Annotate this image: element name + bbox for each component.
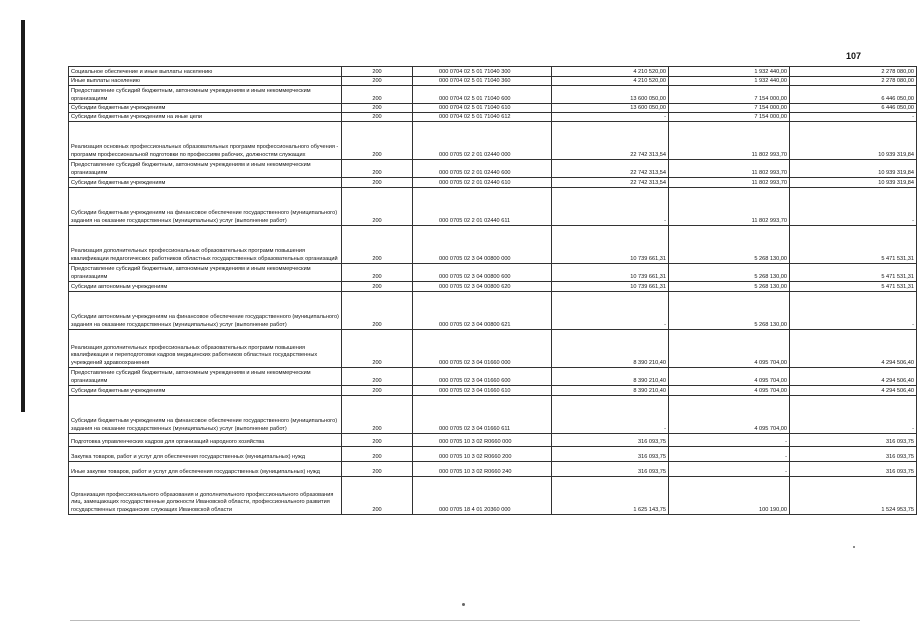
row-value-3-cell: 6 446 050,00: [790, 104, 917, 113]
row-value-1-cell: 10 739 661,31: [552, 282, 669, 292]
row-value-1-cell: -: [552, 113, 669, 122]
row-kbk-cell: 000 0704 02 5 01 71040 612: [413, 113, 552, 122]
table-row: [69, 282, 917, 292]
row-value-3-cell: 4 294 506,40: [790, 330, 917, 368]
table-row: [69, 113, 917, 122]
row-code-cell: 200: [342, 396, 413, 434]
row-code-cell: 200: [342, 330, 413, 368]
row-value-1-cell: 316 093,75: [552, 447, 669, 462]
table-row: [69, 434, 917, 447]
row-value-1-cell: 13 600 050,00: [552, 86, 669, 104]
row-value-2-cell: 7 154 000,00: [669, 86, 790, 104]
row-name-cell: Подготовка управленческих кадров для организаций народного хозяйства: [69, 434, 342, 447]
row-value-3-cell: 5 471 531,31: [790, 282, 917, 292]
row-value-1-cell: 22 742 313,54: [552, 160, 669, 178]
row-value-1-cell: 10 739 661,31: [552, 226, 669, 264]
budget-table: [68, 66, 917, 515]
row-name-cell: Реализация основных профессиональных образовательных программ профессионального обучения - программ профессиональной подготовки по профессиям рабочих, должностям служащих: [69, 122, 342, 160]
row-kbk-cell: 000 0705 02 3 04 01660 000: [413, 330, 552, 368]
row-value-3-cell: 316 093,75: [790, 447, 917, 462]
row-code-cell: 200: [342, 282, 413, 292]
row-name-cell: Предоставление субсидий бюджетным, автономным учреждениям и иным некоммерческим организациям: [69, 86, 342, 104]
row-value-1-cell: 8 390 210,40: [552, 330, 669, 368]
row-kbk-cell: 000 0705 10 3 02 R0660 000: [413, 434, 552, 447]
row-kbk-cell: 000 0705 02 3 04 00800 600: [413, 264, 552, 282]
row-name-cell: Иные закупки товаров, работ и услуг для обеспечения государственных (муниципальных) нужд: [69, 462, 342, 477]
table-row: [69, 264, 917, 282]
table-row: [69, 292, 917, 330]
row-value-3-cell: 2 278 080,00: [790, 77, 917, 86]
row-kbk-cell: 000 0704 02 5 01 71040 300: [413, 67, 552, 77]
table-row: [69, 447, 917, 462]
row-kbk-cell: 000 0705 10 3 02 R0660 240: [413, 462, 552, 477]
row-value-3-cell: -: [790, 113, 917, 122]
row-kbk-cell: 000 0704 02 5 01 71040 360: [413, 77, 552, 86]
row-value-1-cell: -: [552, 292, 669, 330]
row-value-1-cell: -: [552, 188, 669, 226]
row-name-cell: Субсидии бюджетным учреждениям: [69, 104, 342, 113]
row-value-2-cell: 5 268 130,00: [669, 282, 790, 292]
row-kbk-cell: 000 0705 02 2 01 02440 611: [413, 188, 552, 226]
row-code-cell: 200: [342, 264, 413, 282]
table-row: [69, 122, 917, 160]
row-value-3-cell: -: [790, 292, 917, 330]
row-kbk-cell: 000 0704 02 5 01 71040 610: [413, 104, 552, 113]
row-value-1-cell: -: [552, 396, 669, 434]
row-value-3-cell: 10 939 319,84: [790, 122, 917, 160]
row-name-cell: Субсидии бюджетным учреждениям на иные цели: [69, 113, 342, 122]
row-value-1-cell: 10 739 661,31: [552, 264, 669, 282]
row-value-3-cell: 316 093,75: [790, 434, 917, 447]
row-code-cell: 200: [342, 122, 413, 160]
row-value-1-cell: 4 210 520,00: [552, 77, 669, 86]
row-code-cell: 200: [342, 477, 413, 515]
row-value-2-cell: 11 802 993,70: [669, 178, 790, 188]
row-code-cell: 200: [342, 113, 413, 122]
row-code-cell: 200: [342, 67, 413, 77]
scan-speck: [462, 603, 465, 606]
row-code-cell: 200: [342, 447, 413, 462]
row-kbk-cell: 000 0705 02 2 01 02440 610: [413, 178, 552, 188]
row-value-2-cell: 5 268 130,00: [669, 226, 790, 264]
row-code-cell: 200: [342, 386, 413, 396]
row-code-cell: 200: [342, 188, 413, 226]
row-value-2-cell: 11 802 993,70: [669, 188, 790, 226]
row-kbk-cell: 000 0705 02 2 01 02440 600: [413, 160, 552, 178]
row-name-cell: Реализация дополнительных профессиональных образовательных программ повышения квалификации и переподготовки кадров медицинских работников областных государственных учреждений здравоохранения: [69, 330, 342, 368]
row-value-3-cell: 6 446 050,00: [790, 86, 917, 104]
row-value-2-cell: 4 095 704,00: [669, 386, 790, 396]
row-code-cell: 200: [342, 160, 413, 178]
row-code-cell: 200: [342, 462, 413, 477]
row-value-3-cell: 5 471 531,31: [790, 264, 917, 282]
row-code-cell: 200: [342, 178, 413, 188]
row-value-3-cell: 316 093,75: [790, 462, 917, 477]
row-code-cell: 200: [342, 104, 413, 113]
row-value-1-cell: 4 210 520,00: [552, 67, 669, 77]
row-value-2-cell: 4 095 704,00: [669, 368, 790, 386]
row-value-1-cell: 316 093,75: [552, 462, 669, 477]
row-value-3-cell: 10 939 319,84: [790, 178, 917, 188]
row-value-2-cell: 100 190,00: [669, 477, 790, 515]
row-value-3-cell: 1 524 953,75: [790, 477, 917, 515]
row-value-2-cell: 5 268 130,00: [669, 264, 790, 282]
row-name-cell: Предоставление субсидий бюджетным, автономным учреждениям и иным некоммерческим организациям: [69, 368, 342, 386]
row-value-2-cell: -: [669, 447, 790, 462]
row-name-cell: Субсидии бюджетным учреждениям на финансовое обеспечение государственного (муниципального) задания на оказание государственных (муниципальных) услуг (выполнение работ): [69, 396, 342, 434]
scan-speck: [853, 546, 855, 548]
row-kbk-cell: 000 0705 18 4 01 20360 000: [413, 477, 552, 515]
row-value-3-cell: 4 294 506,40: [790, 386, 917, 396]
row-code-cell: 200: [342, 226, 413, 264]
row-value-2-cell: 7 154 000,00: [669, 104, 790, 113]
row-value-2-cell: 1 932 440,00: [669, 77, 790, 86]
row-value-3-cell: 5 471 531,31: [790, 226, 917, 264]
table-row: [69, 386, 917, 396]
row-kbk-cell: 000 0705 02 3 04 00800 620: [413, 282, 552, 292]
row-name-cell: Организация профессионального образования и дополнительного профессионального образования лиц, замещающих государственные должности Ивановской области, профессионального развития государственных гражданских служащих Ивановской области: [69, 477, 342, 515]
row-value-2-cell: 7 154 000,00: [669, 113, 790, 122]
row-value-1-cell: 22 742 313,54: [552, 178, 669, 188]
row-value-3-cell: 10 939 319,84: [790, 160, 917, 178]
row-value-2-cell: -: [669, 434, 790, 447]
row-name-cell: Субсидии бюджетным учреждениям: [69, 386, 342, 396]
row-value-3-cell: 2 278 080,00: [790, 67, 917, 77]
table-row: [69, 86, 917, 104]
row-code-cell: 200: [342, 292, 413, 330]
row-kbk-cell: 000 0705 02 3 04 01660 600: [413, 368, 552, 386]
row-value-2-cell: 1 932 440,00: [669, 67, 790, 77]
table-row: [69, 368, 917, 386]
row-value-1-cell: 13 600 050,00: [552, 104, 669, 113]
table-row: [69, 77, 917, 86]
row-kbk-cell: 000 0705 02 3 04 00800 000: [413, 226, 552, 264]
table-row: [69, 178, 917, 188]
table-row: [69, 67, 917, 77]
row-name-cell: Субсидии автономным учреждениям на финансовое обеспечение государственного (муниципального) задания на оказание государственных (муниципальных) услуг (выполнение работ): [69, 292, 342, 330]
row-value-1-cell: 8 390 210,40: [552, 386, 669, 396]
row-value-1-cell: 1 625 143,75: [552, 477, 669, 515]
row-kbk-cell: 000 0704 02 5 01 71040 600: [413, 86, 552, 104]
row-name-cell: Предоставление субсидий бюджетным, автономным учреждениям и иным некоммерческим организациям: [69, 160, 342, 178]
row-kbk-cell: 000 0705 10 3 02 R0660 200: [413, 447, 552, 462]
row-value-3-cell: -: [790, 188, 917, 226]
row-code-cell: 200: [342, 368, 413, 386]
row-value-2-cell: 5 268 130,00: [669, 292, 790, 330]
table-row: [69, 226, 917, 264]
table-row: [69, 477, 917, 515]
row-value-2-cell: -: [669, 462, 790, 477]
row-value-3-cell: 4 294 506,40: [790, 368, 917, 386]
table-row: [69, 104, 917, 113]
row-code-cell: 200: [342, 434, 413, 447]
table-row: [69, 462, 917, 477]
table-row: [69, 188, 917, 226]
row-value-3-cell: -: [790, 396, 917, 434]
row-value-1-cell: 8 390 210,40: [552, 368, 669, 386]
row-name-cell: Закупка товаров, работ и услуг для обеспечения государственных (муниципальных) нужд: [69, 447, 342, 462]
row-value-2-cell: 11 802 993,70: [669, 160, 790, 178]
row-value-2-cell: 4 095 704,00: [669, 330, 790, 368]
row-code-cell: 200: [342, 86, 413, 104]
row-kbk-cell: 000 0705 02 3 04 01660 610: [413, 386, 552, 396]
budget-table-body: [69, 67, 917, 515]
row-kbk-cell: 000 0705 02 3 04 01660 611: [413, 396, 552, 434]
page-number: 107: [846, 51, 862, 61]
row-name-cell: Социальное обеспечение и иные выплаты населению: [69, 67, 342, 77]
row-name-cell: Субсидии бюджетным учреждениям: [69, 178, 342, 188]
row-value-2-cell: 4 095 704,00: [669, 396, 790, 434]
row-kbk-cell: 000 0705 02 3 04 00800 621: [413, 292, 552, 330]
row-value-2-cell: 11 802 993,70: [669, 122, 790, 160]
table-row: [69, 160, 917, 178]
row-name-cell: Субсидии автономным учреждениям: [69, 282, 342, 292]
row-kbk-cell: 000 0705 02 2 01 02440 000: [413, 122, 552, 160]
row-name-cell: Реализация дополнительных профессиональных образовательных программ повышения квалификации педагогических работников областных государственных образовательных организаций: [69, 226, 342, 264]
row-value-1-cell: 316 093,75: [552, 434, 669, 447]
scan-edge-line: [70, 620, 860, 621]
table-row: [69, 330, 917, 368]
table-row: [69, 396, 917, 434]
row-name-cell: Субсидии бюджетным учреждениям на финансовое обеспечение государственного (муниципального) задания на оказание государственных (муниципальных) услуг (выполнение работ): [69, 188, 342, 226]
row-value-1-cell: 22 742 313,54: [552, 122, 669, 160]
row-name-cell: Предоставление субсидий бюджетным, автономным учреждениям и иным некоммерческим организациям: [69, 264, 342, 282]
row-code-cell: 200: [342, 77, 413, 86]
binding-edge-bar: [21, 20, 25, 412]
row-name-cell: Иные выплаты населению: [69, 77, 342, 86]
